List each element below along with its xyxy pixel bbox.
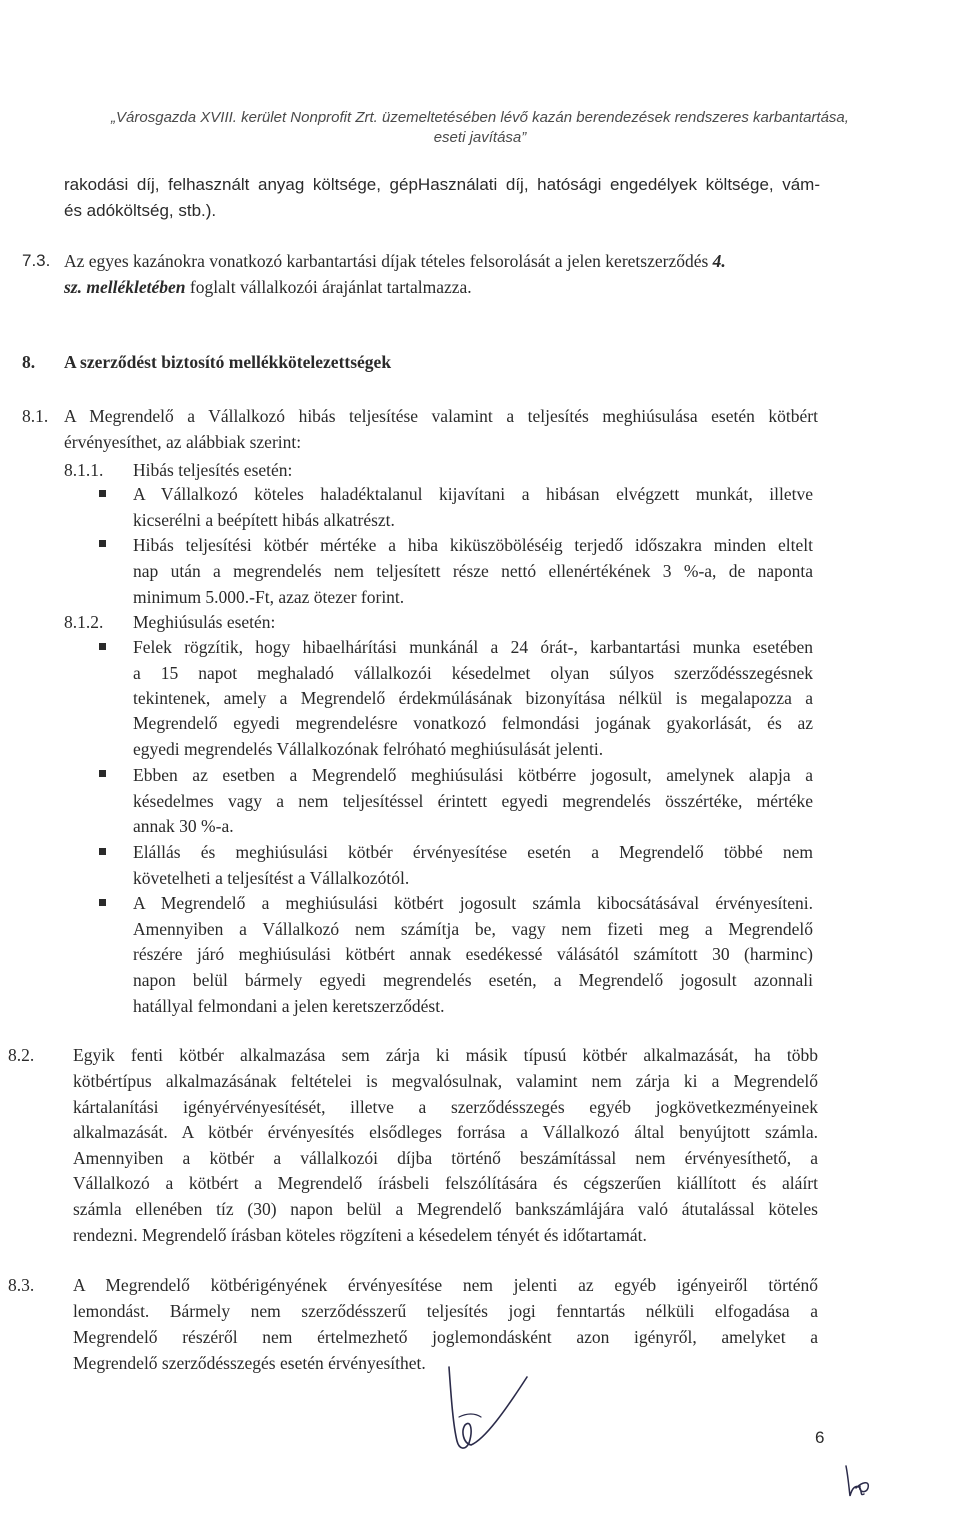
bullet-marker xyxy=(99,770,106,777)
section-7-3-line-1-text: Az egyes kazánokra vonatkozó karbantartási díjak tételes felsorolását a jelen keretszerződés xyxy=(64,251,709,271)
bullet-marker xyxy=(99,540,106,547)
bullet-marker xyxy=(99,643,106,650)
s812-b3-line-1: Elállás és meghiúsulási kötbér érvényesítése esetén a Megrendelő többé nem xyxy=(133,842,813,862)
section-8-1-number: 8.1. xyxy=(22,406,49,426)
s811-b2-line-3: minimum 5.000.-Ft, azaz ötezer forint. xyxy=(133,587,405,607)
section-7-3-line-2-text: foglalt vállalkozói árajánlat tartalmazza. xyxy=(189,277,472,297)
header-line-1: „Városgazda XVIII. kerület Nonprofit Zrt. üzemeltetésében lévő kazán berendezések rendszeres karbantartása, xyxy=(111,109,849,126)
s812-b4-line-4: napon belül bármely egyedi megrendelés esetén, a Megrendelő jogosult azonnali xyxy=(133,970,813,990)
section-7-3-number: 7.3. xyxy=(22,251,51,270)
s83-line-1: A Megrendelő kötbérigényének érvényesítése nem jelenti az egyéb igényeiről történő xyxy=(73,1275,818,1295)
section-8-title: A szerződést biztosító mellékkötelezettségek xyxy=(64,352,392,372)
signature-scribble xyxy=(435,1355,535,1460)
section-8-1-1-number: 8.1.1. xyxy=(64,460,104,480)
s811-b1-line-2: kicserélni a beépített hibás alkatrészt. xyxy=(133,510,395,530)
s82-line-3: kártalanítási igényérvényesítését, illetve a szerződésszegés egyéb jogkövetkezményeinek xyxy=(73,1097,818,1117)
section-8-1-line-2: érvényesíthet, az alábbiak szerint: xyxy=(64,432,302,452)
section-8-1-1-title: Hibás teljesítés esetén: xyxy=(133,460,293,480)
s82-line-8: rendezni. Megrendelő írásban köteles rögzíteni a késedelem tényét és időtartamát. xyxy=(73,1225,647,1245)
s82-line-2: kötbértípus alkalmazásának feltételei is megvalósulnak, valamint nem zárja ki a Megrendelő xyxy=(73,1071,818,1091)
s812-b3-line-2: követelheti a teljesítést a Vállalkozótól. xyxy=(133,868,410,888)
section-8-1-2-title: Meghiúsulás esetén: xyxy=(133,612,276,632)
s83-line-4: Megrendelő szerződésszegés esetén érvényesíthet. xyxy=(73,1353,426,1373)
s811-b1-line-1: A Vállalkozó köteles haladéktalanul kijavítani a hibásan elvégzett munkát, illetve xyxy=(133,484,813,504)
s811-b2-line-1: Hibás teljesítési kötbér mértéke a hiba kiküszöböléséig terjedő időszakra minden eltelt xyxy=(133,535,813,555)
s812-b4-line-3: részére járó meghiúsulási kötbért annak esedékessé válásától számított 30 (harminc) xyxy=(133,944,813,964)
section-8-1-line-1: A Megrendelő a Vállalkozó hibás teljesítése valamint a teljesítés meghiúsulása esetén kötbért xyxy=(64,406,818,426)
s82-line-6: Vállalkozó a kötbért a Megrendelő írásbeli felszólítására és cégszerűen kiállított és aláírt xyxy=(73,1173,818,1193)
s812-b1-line-3: tekintenek, amely a Megrendelő érdekmúlásának bizonyítása nélkül is megalapozza a xyxy=(133,688,813,708)
s812-b4-line-1: A Megrendelő a meghiúsulási kötbért jogosult számla kibocsátásával érvényesíteni. xyxy=(133,893,813,913)
s812-b2-line-2: késedelmes vagy a nem teljesítéssel érintett egyedi megrendelés összértéke, mértéke xyxy=(133,791,813,811)
section-8-2-number: 8.2. xyxy=(8,1045,35,1065)
s82-line-4: alkalmazását. A kötbér érvényesítés elsődleges forrása a Vállalkozó által benyújtott számla. xyxy=(73,1122,818,1142)
page-number: 6 xyxy=(815,1428,825,1447)
section-7-3-line-1 xyxy=(64,248,726,274)
s82-line-5: Amennyiben a kötbér a vállalkozói díjba történő beszámítással nem érvényesíthető, a xyxy=(73,1148,818,1168)
s83-line-2: lemondást. Bármely nem szerződésszerű teljesítés jogi fenntartás nélküli elfogadása a xyxy=(73,1301,818,1321)
bullet-marker xyxy=(99,490,106,497)
intro-line-2: és adóköltség, stb.). xyxy=(64,201,217,220)
section-7-3-appendix-ref: sz. mellékletében xyxy=(64,277,186,297)
s812-b1-line-5: egyedi megrendelés Vállalkozónak felróható meghiúsulását jelenti. xyxy=(133,739,604,759)
bullet-marker xyxy=(99,899,106,906)
s811-b2-line-2: nap után a megrendelés nem teljesített része nettó ellenértékének 3 %-a, de naponta xyxy=(133,561,813,581)
header-line-2: eseti javítása” xyxy=(433,129,527,146)
s812-b1-line-2: a 15 napot meghaladó vállalkozói késedelmet olyan súlyos szerződésszegésnek xyxy=(133,663,813,683)
section-7-3-line-2 xyxy=(64,274,472,300)
s812-b1-line-4: Megrendelő egyedi megrendelésre vonatkozó felmondási jogának gyakorlását, és az xyxy=(133,713,813,733)
s812-b1-line-1: Felek rögzítik, hogy hibaelhárítási munkánál a 24 órát-, karbantartási munka esetében xyxy=(133,637,813,657)
s812-b4-line-5: hatállyal felmondani a jelen keretszerződést. xyxy=(133,996,445,1016)
s82-line-1: Egyik fenti kötbér alkalmazása sem zárja ki másik típusú kötbér alkalmazását, ha több xyxy=(73,1045,818,1065)
section-8-number: 8. xyxy=(22,352,36,372)
s83-line-3: Megrendelő részéről nem értelmezhető joglemondásként azon igényről, amelyket a xyxy=(73,1327,818,1347)
section-8-1-2-number: 8.1.2. xyxy=(64,612,104,632)
initials-scribble xyxy=(838,1462,880,1502)
intro-line-1: rakodási díj, felhasznált anyag költsége, gépHasználati díj, hatósági engedélyek költsége, vám- xyxy=(64,175,820,194)
s812-b2-line-3: annak 30 %-a. xyxy=(133,816,234,836)
s812-b2-line-1: Ebben az esetben a Megrendelő meghiúsulási kötbérre jogosult, amelynek alapja a xyxy=(133,765,813,785)
section-8-3-number: 8.3. xyxy=(8,1275,35,1295)
s82-line-7: számla ellenében tíz (30) napon belül a Megrendelő bankszámlájára való átutalással köteles xyxy=(73,1199,818,1219)
section-7-3-appendix-number: 4. xyxy=(712,251,726,271)
bullet-marker xyxy=(99,848,106,855)
s812-b4-line-2: Amennyiben a Vállalkozó nem számítja be, vagy nem fizeti meg a Megrendelő xyxy=(133,919,813,939)
